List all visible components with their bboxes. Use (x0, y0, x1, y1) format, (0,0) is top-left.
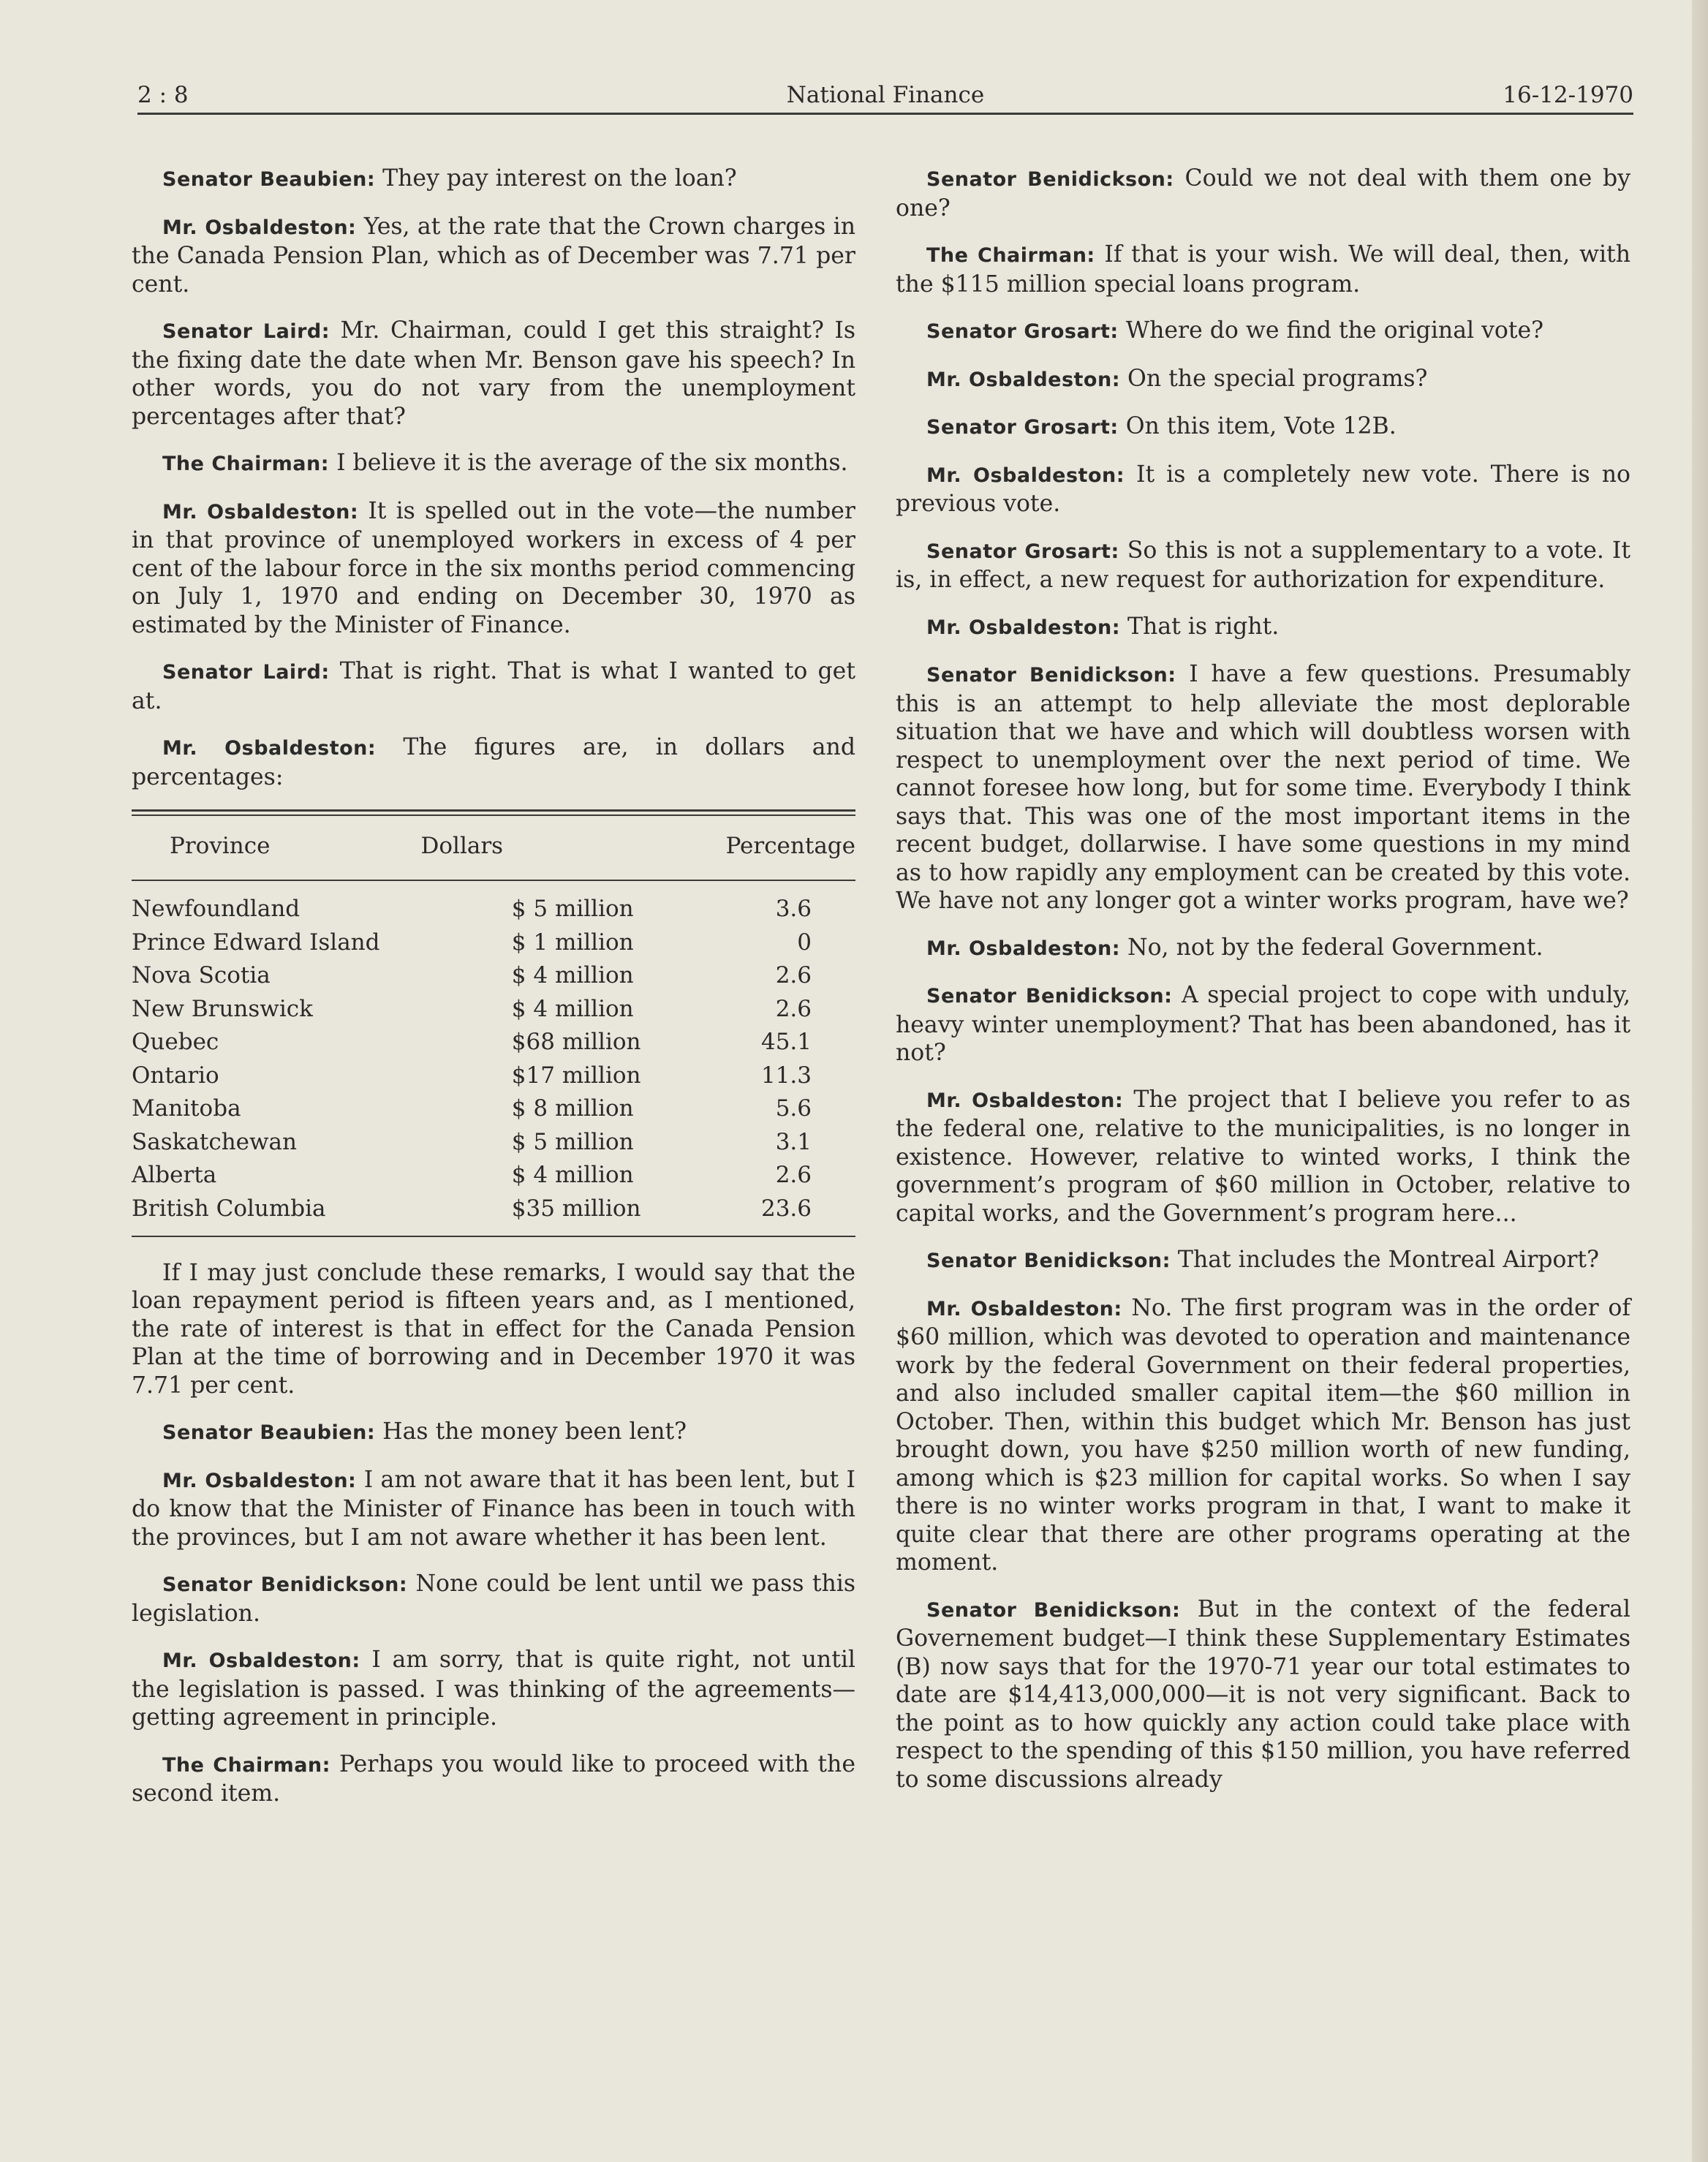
speaker-name: Mr. Osbaldeston: (926, 616, 1121, 639)
transcript-paragraph (132, 449, 855, 479)
cell-percentage: 11.3 (760, 1062, 812, 1089)
speaker-name: Mr. Osbaldeston: (162, 216, 357, 239)
speaker-name: Senator Benidickson: (926, 664, 1176, 687)
left-column-paragraphs-continued (132, 1259, 855, 1808)
table-row (132, 992, 855, 1026)
cell-dollars: $ 4 million (511, 962, 634, 989)
speech-text: On the special programs? (1120, 365, 1428, 392)
transcript-paragraph (132, 213, 855, 299)
speech-text: That includes the Montreal Airport? (1170, 1247, 1599, 1273)
cell-percentage: 23.6 (760, 1195, 812, 1222)
table-row (132, 926, 855, 959)
cell-percentage: 3.6 (775, 896, 812, 922)
transcript-paragraph (896, 1246, 1630, 1276)
speech-text: So this is not a supplementary to a vote. It is, in effect, a new request for authorization for expenditure. (896, 537, 1630, 593)
speech-text: Could we not deal with them one by one? (896, 165, 1631, 222)
speaker-name: Senator Benidickson: (926, 1250, 1171, 1272)
transcript-paragraph (896, 613, 1630, 643)
left-column-paragraphs (132, 165, 855, 791)
left-column (132, 165, 855, 1826)
cell-province: Prince Edward Island (132, 929, 380, 956)
speech-text: No, not by the federal Government. (1120, 934, 1543, 961)
cell-province: Manitoba (132, 1095, 241, 1122)
cell-percentage: 2.6 (775, 962, 812, 989)
transcript-paragraph (132, 497, 855, 640)
speech-text: It is a completely new vote. There is no previous vote. (896, 461, 1630, 517)
speech-text: That is right. (1120, 613, 1280, 640)
transcript-paragraph (132, 1646, 855, 1732)
table-row (132, 1059, 855, 1092)
table-header-row (132, 816, 855, 880)
cell-dollars: $ 8 million (511, 1095, 634, 1122)
speaker-name: Senator Laird: (162, 661, 330, 684)
speaker-name: Mr. Osbaldeston: (162, 737, 377, 760)
transcript-paragraph (896, 1294, 1630, 1577)
header-percentage: Percentage (725, 833, 855, 859)
speech-text: I have a few questions. Presumably this is an attempt to help alleviate the most deplorable situation that we have and which will doubtless worsen with respect to unemployment over the next period of time. We cannot foresee how long, but for some time. Everybody I think says that. This was one of the most important items in the recent budget, dollarwise. I have some questions in my mind as to how rapidly any employment can be created by this vote. We have not any longer got a winter works program, have we? (896, 661, 1630, 914)
table-top-rule (132, 809, 855, 816)
cell-province: Quebec (132, 1029, 219, 1055)
header-date: 16-12-1970 (1503, 82, 1633, 108)
table-row (132, 881, 855, 926)
transcript-paragraph (896, 1086, 1630, 1228)
speaker-name: Senator Grosart: (926, 540, 1119, 563)
cell-province: New Brunswick (132, 995, 313, 1022)
transcript-paragraph (896, 1595, 1630, 1794)
speaker-name: Senator Benidickson: (926, 1598, 1181, 1622)
speaker-name: Senator Beaubien: (162, 1421, 376, 1444)
speaker-name: Mr. Osbaldeston: (162, 1649, 360, 1672)
speaker-name: Senator Benidickson: (926, 168, 1174, 191)
cell-percentage: 2.6 (775, 995, 812, 1022)
transcript-paragraph (132, 1418, 855, 1448)
speech-text: I am not aware that it has been lent, but I do know that the Minister of Finance has been in touch with the provinces, but I am not aware whether it has been lent. (132, 1466, 855, 1551)
speech-text: Mr. Chairman, could I get this straight? Is the fixing date the date when Mr. Benson gave his speech? In other words, you do not vary from the unemployment percentages after that? (132, 317, 855, 430)
cell-dollars: $ 4 million (511, 995, 634, 1022)
transcript-paragraph (132, 317, 855, 431)
cell-dollars: $ 5 million (511, 1128, 634, 1155)
unemployment-table (132, 809, 855, 1237)
speaker-name: Mr. Osbaldeston: (162, 1469, 357, 1492)
cell-percentage: 5.6 (775, 1095, 812, 1122)
right-column-paragraphs (896, 165, 1630, 1794)
speech-text: That is right. That is what I wanted to get at. (132, 658, 855, 714)
transcript-paragraph (896, 461, 1630, 518)
speaker-name: Mr. Osbaldeston: (926, 464, 1125, 487)
transcript-paragraph (132, 1259, 855, 1400)
table-row (132, 1125, 855, 1159)
speech-text: It is spelled out in the vote—the number in that province of unemployed workers in excess of 4 per cent of the labour force in the six months period commencing on July 1, 1970 and ending on December 30, 1970 as estimated by the Minister of Finance. (132, 497, 855, 638)
cell-province: Saskatchewan (132, 1128, 298, 1155)
speaker-name: Senator Grosart: (926, 416, 1119, 439)
transcript-paragraph (132, 1750, 855, 1808)
speech-text: The project that I believe you refer to as the federal one, relative to the municipalities, is no longer in existence. However, relative to winted works, I think the government’s program of $60 million in October, relative to capital works, and the Government’s program here... (896, 1086, 1630, 1227)
transcript-paragraph (896, 165, 1630, 222)
speech-text: I am sorry, that is quite right, not until the legislation is passed. I was thinking of the agreements—getting agreement in principle. (132, 1647, 855, 1731)
right-column (896, 165, 1630, 1812)
transcript-paragraph (132, 1570, 855, 1628)
transcript-paragraph (132, 165, 855, 194)
speech-text: The figures are, in dollars and percentages: (132, 734, 855, 790)
table-row (132, 1192, 855, 1225)
speaker-name: Mr. Osbaldeston: (926, 1297, 1122, 1320)
transcript-paragraph (896, 660, 1630, 915)
speech-text: Perhaps you would like to proceed with the second item. (132, 1750, 855, 1807)
speech-text: A special project to cope with unduly, heavy winter unemployment? That has been abandoned, has it not? (896, 982, 1630, 1066)
speaker-name: Senator Grosart: (926, 320, 1119, 343)
speaker-name: Senator Laird: (162, 320, 330, 343)
speech-text: Yes, at the rate that the Crown charges in the Canada Pension Plan, which as of December was 7.71 per cent. (132, 213, 855, 298)
transcript-paragraph (896, 317, 1630, 347)
speech-text: They pay interest on the loan? (375, 165, 737, 192)
speaker-name: Senator Beaubien: (162, 168, 376, 191)
header-dollars: Dollars (420, 833, 504, 859)
speech-text: Has the money been lent? (375, 1418, 687, 1445)
cell-dollars: $ 1 million (511, 929, 634, 956)
page-header (137, 82, 1633, 115)
cell-province: Newfoundland (132, 896, 301, 922)
table-row (132, 959, 855, 993)
publication-title: National Finance (786, 82, 985, 108)
transcript-paragraph (896, 412, 1630, 442)
speaker-name: The Chairman: (162, 1753, 330, 1777)
table-row (132, 1092, 855, 1126)
speaker-name: Mr. Osbaldeston: (926, 1089, 1124, 1112)
speaker-name: The Chairman: (162, 453, 330, 475)
speech-text: On this item, Vote 12B. (1118, 413, 1397, 439)
transcript-paragraph (132, 1466, 855, 1552)
cell-province: Nova Scotia (132, 962, 271, 989)
cell-province: British Columbia (132, 1195, 326, 1222)
cell-percentage: 3.1 (775, 1128, 812, 1155)
cell-dollars: $ 4 million (511, 1162, 634, 1188)
speaker-name: The Chairman: (926, 244, 1095, 267)
transcript-paragraph (132, 657, 855, 715)
speaker-name: Mr. Osbaldeston: (926, 368, 1121, 391)
speech-text: None could be lent until we pass this legislation. (132, 1571, 856, 1627)
transcript-paragraph (896, 981, 1630, 1067)
cell-province: Ontario (132, 1062, 219, 1089)
speech-text: But in the context of the federal Governement budget—I think these Supplementary Estimates (B) now says that for the 1970-71 year our total estimates to date are $14,413,000,000—it is not very significant. Back to the point as to how quickly any action could take place with respect to the spending of this $150 million, you have referred to some discussions already (896, 1595, 1630, 1793)
page-number: 2 : 8 (137, 82, 189, 108)
header-province: Province (170, 833, 271, 859)
table-row (132, 1026, 855, 1059)
speech-text: I believe it is the average of the six months. (329, 450, 848, 476)
speaker-name: Senator Benidickson: (926, 985, 1173, 1008)
cell-percentage: 45.1 (760, 1029, 812, 1055)
cell-province: Alberta (132, 1162, 217, 1188)
speaker-name: Mr. Osbaldeston: (162, 500, 359, 524)
speech-text: No. The first program was in the order of $60 million, which was devoted to operation and maintenance work by the federal Government on their federal properties, and also included smaller capital item—the $60 million in October. Then, within this budget which Mr. Benson has just brought down, you have $250 million worth of new funding, among which is $23 million for capital works. So when I say there is no winter works program in that, I want to make it quite clear that there are other programs operating at the moment. (896, 1294, 1630, 1576)
transcript-paragraph (896, 241, 1630, 298)
transcript-paragraph (132, 733, 855, 791)
speech-text: If that is your wish. We will deal, then, with the $115 million special loans program. (896, 241, 1630, 298)
speaker-name: Mr. Osbaldeston: (926, 937, 1121, 960)
table-body (132, 881, 855, 1225)
speaker-name: Senator Benidickson: (162, 1573, 408, 1596)
table-row (132, 1159, 855, 1192)
cell-dollars: $ 5 million (511, 896, 634, 922)
transcript-paragraph (896, 934, 1630, 964)
transcript-paragraph (896, 365, 1630, 395)
cell-dollars: $17 million (511, 1062, 641, 1089)
cell-percentage: 0 (797, 929, 812, 956)
page-edge (1692, 0, 1708, 2162)
cell-dollars: $68 million (511, 1029, 641, 1055)
cell-percentage: 2.6 (775, 1162, 812, 1188)
transcript-paragraph (896, 537, 1630, 594)
cell-dollars: $35 million (511, 1195, 641, 1222)
speech-text: Where do we find the original vote? (1118, 317, 1544, 344)
table-bottom-rule (132, 1236, 855, 1237)
speech-text: If I may just conclude these remarks, I would say that the loan repayment period is fifteen years and, as I mentioned, the rate of interest is that in effect for the Canada Pension Plan at the time of borrowing and in December 1970 it was 7.71 per cent. (132, 1259, 855, 1399)
